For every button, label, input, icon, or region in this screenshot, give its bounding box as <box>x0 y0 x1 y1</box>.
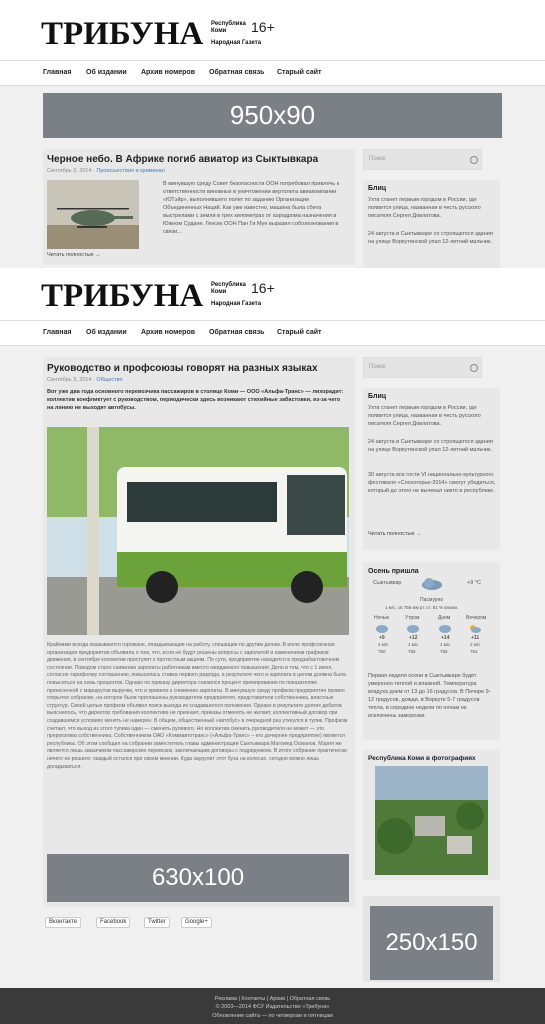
blitz-item-1[interactable]: Ухта станет первым городом в России, где появится улица, названная в честь русского писателя Сергея Довлатова. <box>368 197 481 219</box>
helicopter-image[interactable] <box>47 180 139 249</box>
banner-top[interactable]: 950x90 <box>43 93 502 138</box>
photos-widget <box>363 750 500 880</box>
blitz-item-1b[interactable]: Ухта станет первым городом в России, где появится улица, названная в честь русского писателя Сергея Довлатова. <box>368 405 481 427</box>
share-vkontakte[interactable]: Вконтакте <box>45 917 81 928</box>
forecast-night-label: Ночью <box>374 615 390 621</box>
forecast-day-label: Днем <box>438 615 451 621</box>
forecast-evening-icon <box>469 624 481 633</box>
forecast-morning-wind: 1 м/с <box>408 642 419 647</box>
site-header <box>0 268 545 320</box>
forecast-morning-label: Утром <box>405 615 420 621</box>
search-box-top[interactable] <box>363 149 482 170</box>
forecast-night-icon <box>376 624 388 633</box>
weather-widget <box>363 562 500 740</box>
post-title-2[interactable]: Руководство и профсоюзы говорят на разных языках <box>47 363 318 374</box>
blitz-title-2: Блиц <box>368 393 387 400</box>
blitz-widget <box>363 388 500 550</box>
search-icon-2[interactable] <box>470 364 478 372</box>
share-facebook[interactable]: Facebook <box>96 917 130 928</box>
forecast-evening-label: Вечером <box>466 615 487 621</box>
forecast-day-wind: 1 м/с <box>440 642 451 647</box>
footer-copyright: © 2003—2014 ФСУ Издательство «Трибуна» <box>215 1004 330 1010</box>
forecast-evening-temp: +11 <box>471 635 480 641</box>
weather-note: Первая неделя осени в Сыктывкаре будет умеренно теплой и влажной. Температура воздуха днем от 13 до 16 градусов. В Печоре 9-12 градусов, дожди, в Воркуте 5-7 градусов тепла, в середине недели по ночам не исключены заморозки. <box>368 673 491 719</box>
footer-update: Обновление сайта — по четвергам и пятницам <box>212 1013 333 1019</box>
blitz-item-2b[interactable]: 24 августа в Сыктывкаре со строящегося здания на улице Воркутинской упал 12-летний мальчик. <box>368 439 493 453</box>
site-subtitle: Народная Газета <box>211 40 262 46</box>
forecast-day-press: 755 <box>440 649 448 654</box>
site-logo-2[interactable]: ТРИБУНА <box>41 278 204 314</box>
nav-archive[interactable]: Архив номеров <box>141 69 196 76</box>
nav-home[interactable]: Главная <box>43 69 72 76</box>
search-box[interactable] <box>363 357 482 378</box>
nav-home-2[interactable]: Главная <box>43 329 72 336</box>
site-header-top <box>0 0 545 60</box>
blitz-item-2[interactable]: 24 августа в Сыктывкаре со строящегося здания на улице Воркутинской упал 12-летний мальчик. <box>368 231 493 245</box>
nav-old-site[interactable]: Старый сайт <box>277 69 322 76</box>
region-label-2: Республика Коми <box>211 282 246 295</box>
blitz-widget-top <box>363 180 500 268</box>
age-rating: 16+ <box>251 19 275 35</box>
nav-old-site-2[interactable]: Старый сайт <box>277 329 322 336</box>
site-subtitle-2: Народная Газета <box>211 301 262 307</box>
forecast-day-temp: +14 <box>441 635 450 641</box>
post-body-2: Крайними всегда оказываются горожане, опаздывающие на работу, спешащие по другим делам. В июле профсоюзная организация предприятия объявила о том, что, если не будут решены вопросы с зарплатой и изменением графиков движения, в сентябре коллектив приступит к протестным акциям. По сути, предприятие находится в предзабастовочном состоянии. Поводом стало снижение зарплаты работникам вместо ожидаемого повышения. Дело в том, что с 1 июня, согласно тарифному соглашению, повысилась ставка первого разряда, в результате чего и зарплата в целом должна была повыситься на семь процентов. Однако по приказу директора снизился процент премирования по показателям принесенной с маршрутов выручки, что и привело к снижению зарплаты. В минувшую среду профком предприятия провел открытое собрание, на которое были приглашены руководители предприятия, представители собственника, властных структур. Своей целью профком объявил поиск выхода из создавшегося положения. Однако в результате долгих дебатов выяснилось, что директор требования коллектива не признает, приказы отменять не желает, коллективный договор при создавшемся условиях менять не намерен. В общем, общественный «автобус» в очередной раз уткнулся в тупик. Профком считает, что выход из этого тупика один — сменить рулевого. Но коллектив сменить руководителя не может — это прерогатива собственника. Собственником ОАО «Коммавтотранс» («Альфа-Транс» – его дочернее предприятие) является республика. Об этом сообщил на собрании заместитель главы администрации Сыктывкара Магомед Османов. Мэрия же является лишь заказчиком пассажирских перевозок, заключающим договоры с подрядчиком. В итоге собрание практически ничего не решило: каждый остался при своем мнении. Куда заурулит этот буза на колесах, сегодня можно лишь догадываться. <box>47 642 348 770</box>
nav-feedback-2[interactable]: Обратная связь <box>209 329 265 336</box>
forecast-day-icon <box>439 624 451 633</box>
age-rating-2: 16+ <box>251 280 275 296</box>
post-category-1[interactable]: Происшествия и криминал <box>96 168 165 174</box>
share-twitter[interactable]: Twitter <box>144 917 170 928</box>
forecast-morning-icon <box>407 624 419 633</box>
region-label: Республика Коми <box>211 21 246 34</box>
weather-city: Сыктывкар <box>373 580 402 586</box>
cloud-icon <box>421 577 443 591</box>
search-placeholder: Поиск <box>369 156 386 162</box>
landscape-photo[interactable] <box>375 766 488 875</box>
post-excerpt-1: В минувшую среду Совет безопасности ООН потребовал привлечь к ответственности виновных в уничтожении вертолета авиакомпании «ЮТэйр», выполнявшего полет по заданию Организации Объединенных Наций. Как уже известно, машина была сбита выстрелами с земли в трех километрах от аэродрома назначения в Южном Судане. Генсек ООН Пан Ги Мун выразил соболезнования в связи... <box>163 181 339 235</box>
blitz-title: Блиц <box>368 185 387 192</box>
post-meta-2: Сентябрь 3, 2014 · Общество <box>47 377 123 383</box>
main-nav-2 <box>0 320 545 346</box>
footer-links[interactable]: Реклама | Контакты | Архив | Обратная связь <box>214 996 331 1002</box>
site-logo[interactable]: ТРИБУНА <box>41 16 204 52</box>
photos-title: Республика Коми в фотографиях <box>368 755 476 762</box>
read-more-link-1[interactable]: Читать полностью → <box>47 252 101 258</box>
main-nav <box>0 60 545 86</box>
bus-image[interactable] <box>47 427 349 635</box>
weather-details: 1 м/с, св 756 мм рт. ст. 81 % влажн. <box>385 605 459 610</box>
forecast-morning-press: 755 <box>408 649 416 654</box>
forecast-night-press: 750 <box>378 649 386 654</box>
forecast-evening-wind: 2 м/с <box>470 642 481 647</box>
post-card-2 <box>43 357 355 907</box>
post-category-2[interactable]: Общество <box>96 377 123 383</box>
nav-archive-2[interactable]: Архив номеров <box>141 329 196 336</box>
share-google[interactable]: Google+ <box>181 917 212 928</box>
forecast-night-temp: +9 <box>379 635 385 641</box>
post-meta-1: Сентябрь 3, 2014 · Происшествия и криминал <box>47 168 165 174</box>
weather-title: Осень пришла <box>368 568 419 575</box>
weather-temp: +9 °C <box>467 580 481 586</box>
post-lead-2: Вот уже два года основного перевозчика пассажиров в столице Коми — ООО «Альфа-Транс» — лихорадит: коллектив конфликтует с руководством, периодически здесь возникают стихийные забастовки, из-за чего на линию не выходят автобусы. <box>47 389 344 411</box>
forecast-morning-temp: +12 <box>409 635 418 641</box>
nav-about[interactable]: Об издании <box>86 69 127 76</box>
post-card-1 <box>43 149 355 265</box>
banner-side-inner: 250x150 <box>370 906 493 980</box>
forecast-evening-press: 754 <box>470 649 478 654</box>
nav-about-2[interactable]: Об издании <box>86 329 127 336</box>
blitz-read-more[interactable]: Читать полностью → <box>368 531 422 537</box>
blitz-item-3b[interactable]: 30 августа все гости VI национально-культурного фестиваля «Сосногорье-2014» смогут убедиться, который до этого не вычекал никто в республике. <box>368 472 496 494</box>
site-footer <box>0 988 545 1024</box>
search-icon[interactable] <box>470 156 478 164</box>
nav-feedback[interactable]: Обратная связь <box>209 69 265 76</box>
post-title-1[interactable]: Черное небо. В Африке погиб авиатор из Сыктывкара <box>47 154 319 165</box>
search-placeholder-2: Поиск <box>369 364 386 370</box>
banner-article[interactable]: 630x100 <box>47 854 349 902</box>
forecast-night-wind: 2 м/с <box>378 642 389 647</box>
weather-condition: Пасмурно <box>420 597 444 603</box>
